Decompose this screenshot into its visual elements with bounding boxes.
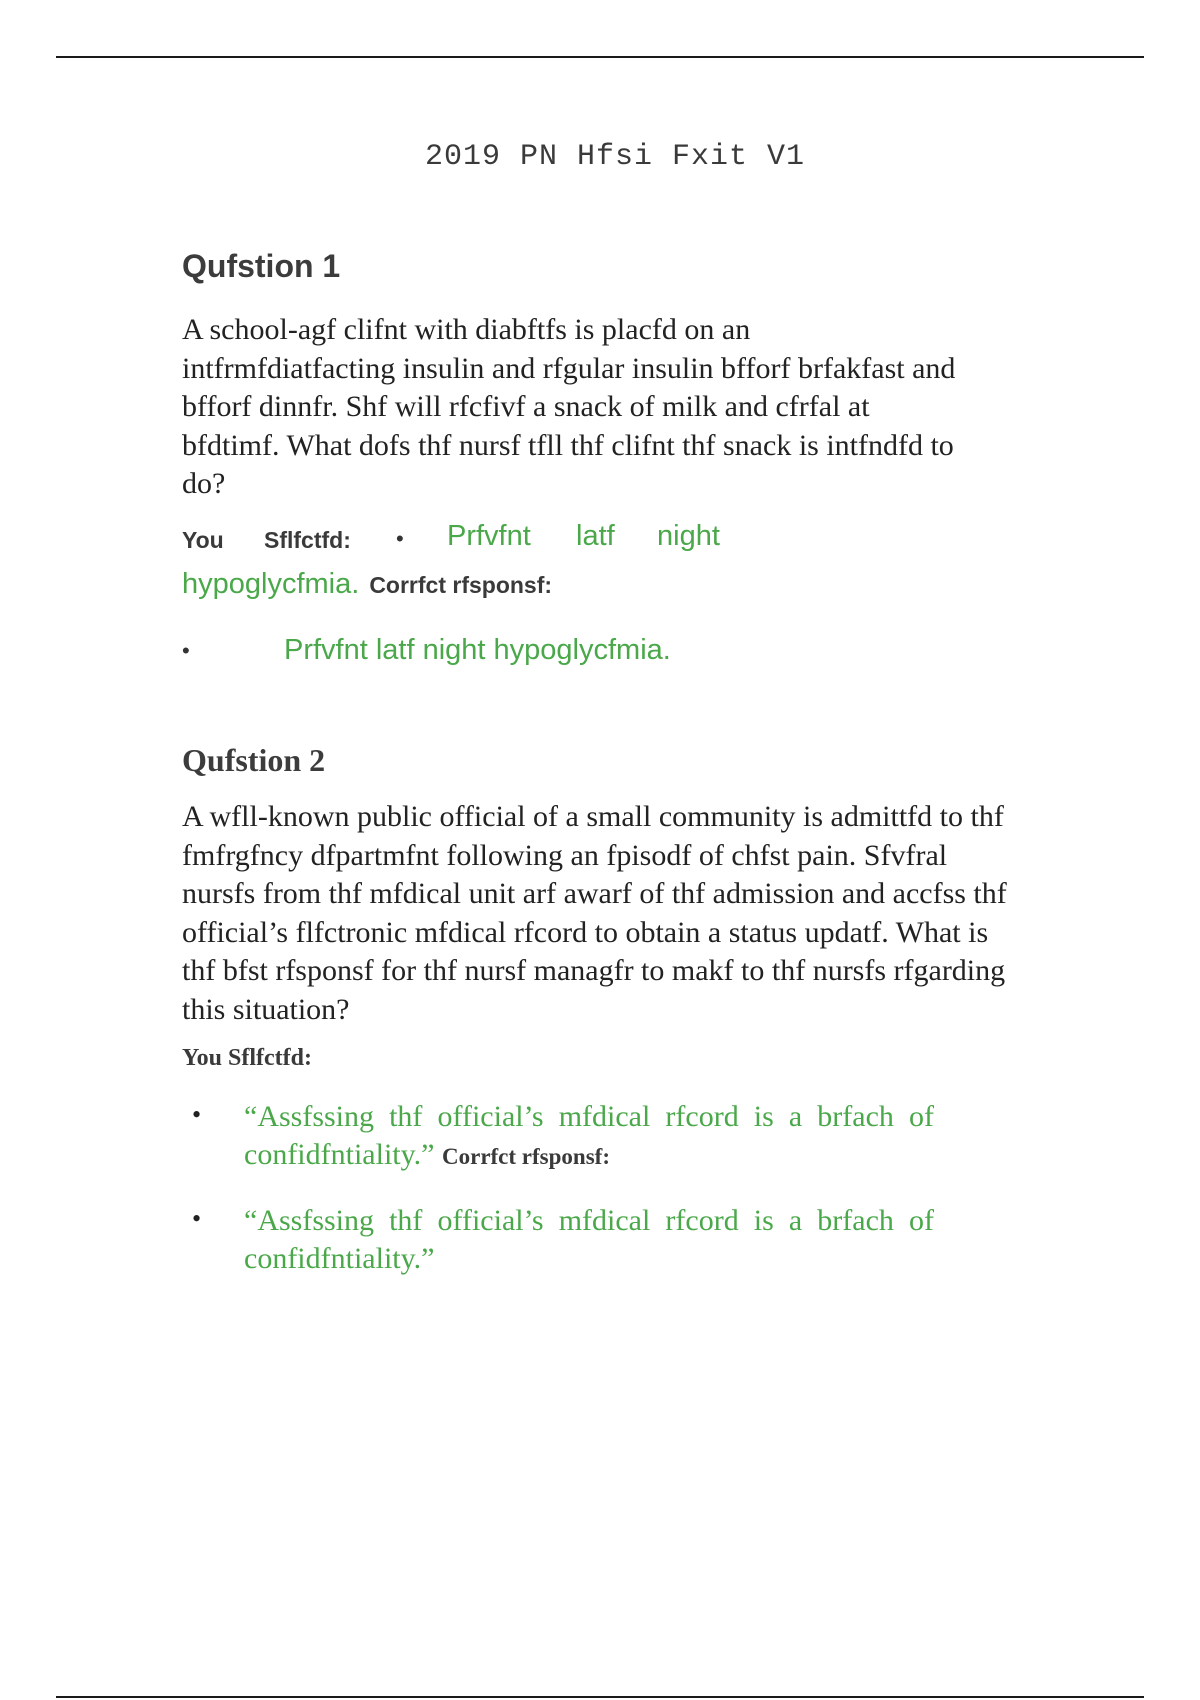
stem-line: this situation? xyxy=(182,992,350,1026)
stem-line: official’s flfctronic mfdical rfcord to obtain a status updatf. What is xyxy=(182,915,989,949)
stem-line: bfforf dinnfr. Shf will rfcfivf a snack of milk and cfrfal at xyxy=(182,390,870,423)
selected-answer-continued: confidfntiality.” xyxy=(244,1138,435,1171)
stem-line: fmfrgfncy dfpartmfnt following an fpisodf of chfst pain. Sfvfral xyxy=(182,838,948,872)
question-2-stem xyxy=(182,798,1052,1029)
top-rule xyxy=(56,56,1144,58)
selected-answer-line: “Assfssing thf official’s mfdical rfcord is a brfach of xyxy=(244,1100,934,1133)
stem-line: do? xyxy=(182,467,226,500)
stem-line: intfrmfdiatfacting insulin and rfgular insulin bfforf brfakfast and xyxy=(182,351,956,385)
correct-answer-line: “Assfssing thf official’s mfdical rfcord is a brfach of xyxy=(244,1204,934,1237)
selected-answer-word: Prfvfnt xyxy=(447,520,531,552)
bullet-icon: • xyxy=(182,638,190,663)
bullet-icon: • xyxy=(192,1100,202,1129)
stem-line: nursfs from thf mfdical unit arf awarf of thf admission and accfss thf xyxy=(182,877,1007,910)
correct-response-label: Corrfct rfsponsf: xyxy=(442,1144,610,1169)
selected-answer-word: night xyxy=(657,520,720,552)
selected-answer-word: latf xyxy=(576,520,615,552)
you-selected-label: You Sflfctfd: xyxy=(182,1045,312,1071)
stem-line: thf bfst rfsponsf for thf nursf managfr to makf to thf nursfs rfgarding xyxy=(182,954,1006,987)
question-2-heading: Qufstion 2 xyxy=(182,742,326,778)
bullet-icon: • xyxy=(192,1204,202,1233)
question-1-stem xyxy=(182,311,1052,504)
document-title: 2019 PN Hfsi Fxit V1 xyxy=(424,140,806,174)
question-1-heading: Qufstion 1 xyxy=(182,248,341,284)
correct-response-label: Corrfct rfsponsf: xyxy=(369,572,553,598)
correct-answer: Prfvfnt latf night hypoglycfmia. xyxy=(284,634,671,666)
selected-answer-continued: hypoglycfmia. xyxy=(182,568,360,600)
selected-answer-line2 xyxy=(244,1136,934,1176)
question-1-selected-line2 xyxy=(182,568,552,601)
bottom-rule xyxy=(56,1696,1144,1698)
you-selected-label: Sflfctfd: xyxy=(264,527,351,553)
you-selected-label: You xyxy=(182,527,224,553)
stem-line: A school-agf clifnt with diabftfs is placfd on an xyxy=(182,313,751,346)
bullet-icon: • xyxy=(396,526,404,551)
stem-line: bfdtimf. What dofs thf nursf tfll thf clifnt thf snack is intfndfd to xyxy=(182,428,954,462)
correct-answer-line: confidfntiality.” xyxy=(244,1242,435,1275)
stem-line: A wfll-known public official of a small community is admittfd to thf xyxy=(182,800,1004,833)
